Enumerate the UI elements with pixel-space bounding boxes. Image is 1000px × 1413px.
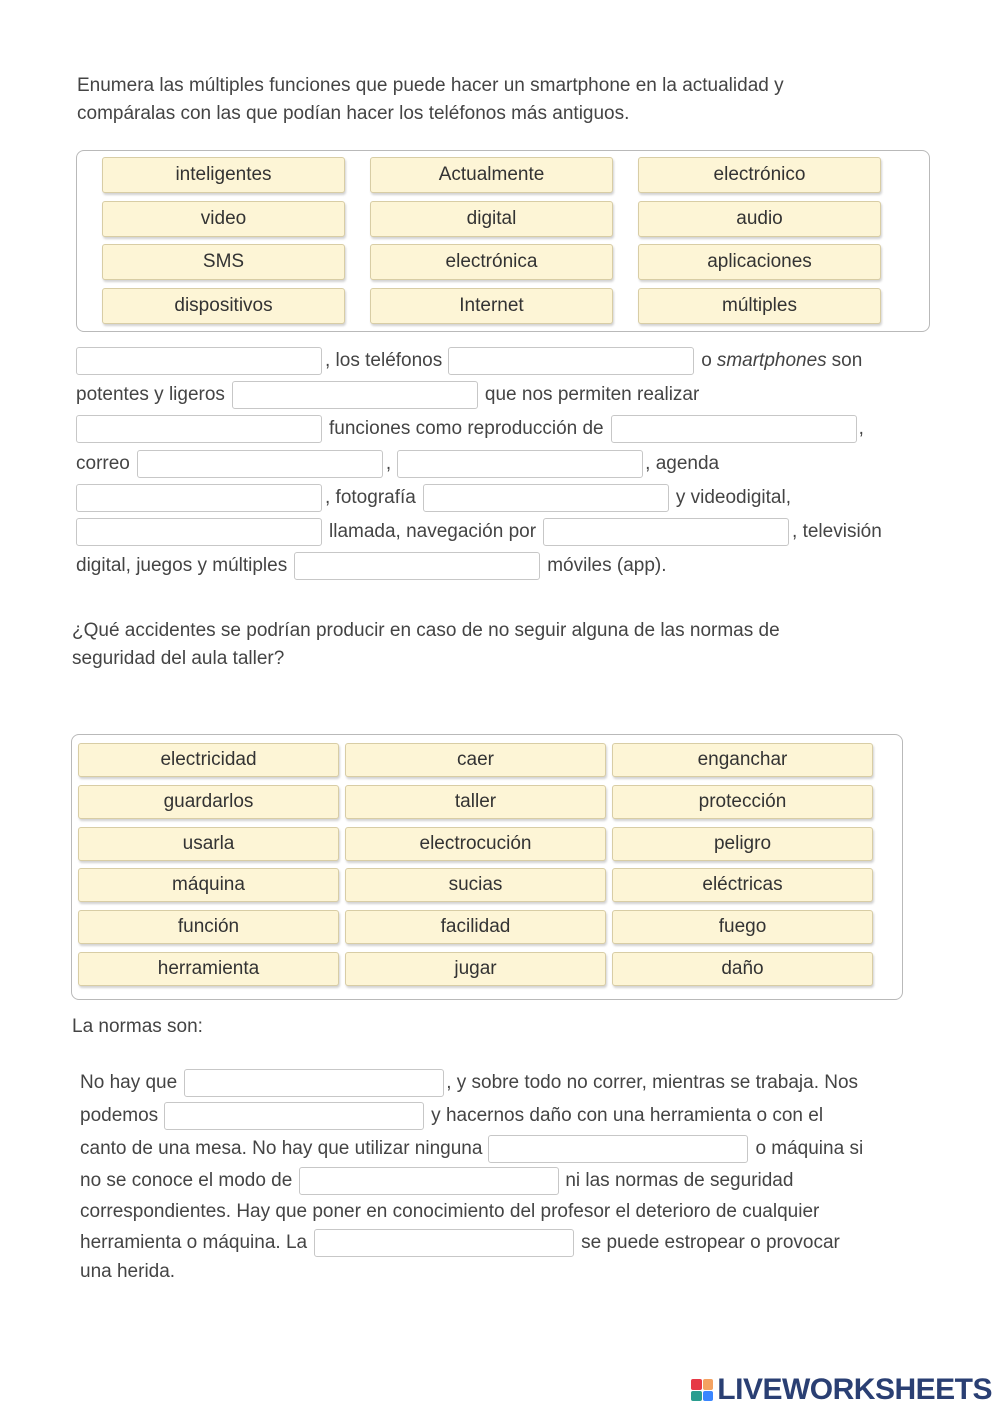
- word-chip[interactable]: peligro: [612, 827, 873, 861]
- word-bank-1: [76, 150, 930, 332]
- word-chip[interactable]: Actualmente: [370, 157, 613, 193]
- paragraph-text: , y sobre todo no correr, mientras se trabaja. Nos: [446, 1072, 859, 1094]
- answer-blank[interactable]: [294, 552, 540, 580]
- paragraph-text: , fotografía: [325, 486, 416, 508]
- paragraph-line: [76, 549, 956, 583]
- answer-blank[interactable]: [299, 1167, 559, 1195]
- paragraph-text: llamada, navegación por: [329, 521, 537, 543]
- paragraph-text: , los teléfonos: [325, 350, 443, 372]
- answer-blank[interactable]: [611, 415, 857, 443]
- logo-square: [691, 1391, 702, 1402]
- paragraph-text: móviles (app).: [547, 555, 667, 577]
- word-chip[interactable]: aplicaciones: [638, 244, 881, 280]
- answer-blank[interactable]: [76, 415, 322, 443]
- paragraph-text: , agenda: [645, 452, 720, 474]
- paragraph-text: o máquina si: [755, 1137, 864, 1159]
- question-1-line-2: compáralas con las que podían hacer los teléfonos más antiguos.: [77, 103, 630, 124]
- answer-blank[interactable]: [76, 347, 322, 375]
- paragraph-text: , televisión: [792, 521, 882, 543]
- word-chip[interactable]: guardarlos: [78, 785, 339, 819]
- paragraph-text: ,: [858, 418, 864, 440]
- fill-paragraph-2: [80, 1067, 960, 1285]
- normas-label: La normas son:: [72, 1016, 203, 1037]
- paragraph-line: [76, 515, 956, 549]
- word-chip[interactable]: facilidad: [345, 910, 606, 944]
- paragraph-text: canto de una mesa. No hay que utilizar ninguna: [80, 1137, 483, 1159]
- logo-square: [691, 1379, 702, 1390]
- paragraph-text-italic: smartphones: [716, 350, 827, 372]
- paragraph-line: [80, 1132, 960, 1165]
- paragraph-text: no se conoce el modo de: [80, 1170, 293, 1192]
- answer-blank[interactable]: [164, 1102, 424, 1130]
- paragraph-line: [76, 412, 956, 446]
- answer-blank[interactable]: [76, 484, 322, 512]
- paragraph-line: [76, 447, 956, 481]
- paragraph-text: No hay que: [80, 1072, 178, 1094]
- word-chip[interactable]: enganchar: [612, 743, 873, 777]
- brand-name: LIVEWORKSHEETS: [717, 1373, 992, 1406]
- paragraph-text: ni las normas de seguridad: [565, 1170, 794, 1192]
- paragraph-line: [76, 344, 956, 378]
- word-chip[interactable]: daño: [612, 952, 873, 986]
- answer-blank[interactable]: [397, 450, 643, 478]
- paragraph-text: digital, juegos y múltiples: [76, 555, 288, 577]
- word-chip[interactable]: inteligentes: [102, 157, 345, 193]
- paragraph-line: [80, 1227, 960, 1260]
- word-chip[interactable]: eléctricas: [612, 868, 873, 902]
- question-2: [72, 617, 780, 673]
- word-chip[interactable]: SMS: [102, 244, 345, 280]
- paragraph-line: [80, 1198, 960, 1227]
- answer-blank[interactable]: [314, 1229, 574, 1257]
- word-chip[interactable]: múltiples: [638, 288, 881, 324]
- word-chip[interactable]: taller: [345, 785, 606, 819]
- paragraph-line: [80, 1067, 960, 1100]
- word-chip[interactable]: usarla: [78, 827, 339, 861]
- word-bank-2: [71, 734, 903, 1000]
- paragraph-text: correo: [76, 452, 130, 474]
- answer-blank[interactable]: [488, 1135, 748, 1163]
- paragraph-text: son: [831, 350, 863, 372]
- paragraph-text: o: [701, 350, 712, 372]
- paragraph-line: [80, 1100, 960, 1133]
- word-chip[interactable]: sucias: [345, 868, 606, 902]
- fill-paragraph-1: [76, 344, 956, 583]
- word-chip[interactable]: audio: [638, 201, 881, 237]
- paragraph-line: [80, 1259, 960, 1285]
- word-chip[interactable]: protección: [612, 785, 873, 819]
- question-1: [77, 72, 784, 128]
- word-chip[interactable]: jugar: [345, 952, 606, 986]
- word-chip[interactable]: máquina: [78, 868, 339, 902]
- word-chip[interactable]: electrocución: [345, 827, 606, 861]
- paragraph-text: herramienta o máquina. La: [80, 1232, 308, 1254]
- word-chip[interactable]: caer: [345, 743, 606, 777]
- paragraph-text: se puede estropear o provocar: [581, 1232, 840, 1254]
- word-chip[interactable]: digital: [370, 201, 613, 237]
- paragraph-text: y hacernos daño con una herramienta o con el: [431, 1105, 824, 1127]
- word-chip[interactable]: electricidad: [78, 743, 339, 777]
- paragraph-text: que nos permiten realizar: [484, 384, 700, 406]
- question-1-line-1: Enumera las múltiples funciones que puede hacer un smartphone en la actualidad y: [77, 75, 784, 96]
- word-chip[interactable]: electrónico: [638, 157, 881, 193]
- paragraph-text: y videodigital,: [675, 486, 791, 508]
- paragraph-text: funciones como reproducción de: [329, 418, 604, 440]
- word-chip[interactable]: dispositivos: [102, 288, 345, 324]
- word-chip[interactable]: herramienta: [78, 952, 339, 986]
- word-chip[interactable]: fuego: [612, 910, 873, 944]
- answer-blank[interactable]: [184, 1069, 444, 1097]
- answer-blank[interactable]: [137, 450, 383, 478]
- logo-square: [703, 1391, 714, 1402]
- word-chip[interactable]: video: [102, 201, 345, 237]
- word-chip[interactable]: Internet: [370, 288, 613, 324]
- answer-blank[interactable]: [232, 381, 478, 409]
- answer-blank[interactable]: [76, 518, 322, 546]
- question-2-line-2: seguridad del aula taller?: [72, 648, 285, 669]
- answer-blank[interactable]: [543, 518, 789, 546]
- logo-icon: [691, 1379, 713, 1401]
- word-chip[interactable]: electrónica: [370, 244, 613, 280]
- liveworksheets-logo: [691, 1373, 992, 1407]
- paragraph-text: correspondientes. Hay que poner en conocimiento del profesor el deterioro de cualquier: [80, 1201, 820, 1223]
- paragraph-line: [76, 481, 956, 515]
- paragraph-line: [76, 378, 956, 412]
- paragraph-text: podemos: [80, 1105, 159, 1127]
- paragraph-text: una herida.: [80, 1261, 176, 1283]
- question-2-line-1: ¿Qué accidentes se podrían producir en caso de no seguir alguna de las normas de: [72, 620, 780, 641]
- answer-blank[interactable]: [448, 347, 694, 375]
- logo-square: [703, 1379, 714, 1390]
- answer-blank[interactable]: [423, 484, 669, 512]
- paragraph-text: potentes y ligeros: [76, 384, 225, 406]
- word-chip[interactable]: función: [78, 910, 339, 944]
- paragraph-line: [80, 1165, 960, 1198]
- paragraph-text: ,: [385, 452, 392, 474]
